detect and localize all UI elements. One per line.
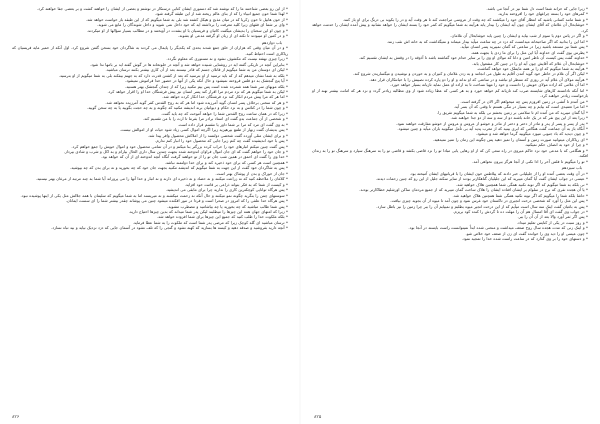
verse-paragraph: * در جواب وی گفت ای آقا امسال هم آن را مهلت ده تا گردش را کنده کود بریزم. [453,208,588,214]
verse-paragraph: * اما آن غلامی که اراده مولای خویش را دانست و خود را مهیا نساخت تا به اراده او عمل نماید تازیانه بسیار خواهد خورد. [390,82,588,88]
verse-paragraph: * چون عیسی او را دید وی را خوانده گفت ای زن از ضعف خود خلاص شو. [465,230,588,236]
verse-paragraph: * زیرا که در همان ساعت روح القدس شما را خواهد آموخت که چه باید گفت. [161,110,288,116]
verse-paragraph: * زیرا بعد از این پنج نفر که در یک خانه باشند دو از سه و سه از دو جدا خواهند شد. [450,115,588,121]
verse-paragraph: * و دستهای خود را بر وی گذارد که در ساعت راست شده خدا را تمجید نمود. [461,236,588,242]
verse-paragraph: * بلکه ملکوت خدا را طلب کنید که جمیع این چیزها برای شما افزوده خواهد شد. [156,214,288,220]
verse-paragraph: * ای ریاکاران میتوانید صورت زمین و آسمان را تمیز دهید پس چگونه این زمان را تمیز نمیدهید. [433,136,588,142]
verse-paragraph: * و در آن میان وقتی که هزاران از خلق جمع شدند بحدی که یکدیگر را پایمال می کردند به شاگردان خود بسخن گفتن شروع کرد. اول آنکه از خمیر مایه فریسیان که ریاکاری است احتیاط کنید. [12,45,288,56]
verse-paragraph: * آیا گمان میبرید که من آمده ام تا سلامتی بر زمین بخشم نی بلکه به شما میگویم تفریق را. [436,109,588,115]
right-page [300,0,600,424]
verse-paragraph: * هرآینه مولای آن غلام آید در روزی که منتظر او نباشد و در ساعتی که او نداند و او را دو پاره کرده نصیبش را با خیانتکاران قرار دهد. [369,76,588,82]
verse-paragraph: * در آن وقت بعضی آمده او را از جلیلیانی خبر دادند که پیلاطس خون ایشان را با قربانیهای ایشان آمیخته بود. [409,170,588,176]
verse-paragraph: * و هر که سخنی برخلاف پسر انسان گوید آمرزیده شود اما هر که به روح القدس کفر گوید آمرزیده نخواهد شد. [105,99,288,105]
verse-paragraph: * و اگر در پاس دوم یا سوم از شب بیاید و ایشان را چنین یابد خوشابحال آن غلامان. [450,33,588,39]
verse-paragraph: * پس هرگاه توانایی کوچکترین کاری را ندارید چرا برای مابقی می اندیشید. [165,187,288,193]
verse-paragraph: * همچنین است هر کسی که برای خود ذخیره کند و برای خدا دولتمند نباشد. [164,159,288,165]
verse-paragraph: * لیکن ای دوستان من به شما میگویم از قاتلان جسم که قادر نیستند بعد از آن کاری بیشتر بکنند ترسان مباشید. [105,67,288,73]
verse-paragraph: * پس این مثل را آورد که شخصی درخت انجیری در تاکستان خود غرس نمود و چون آمد تا میوه از آن بجوید چیزی نیافت. [390,198,588,204]
verse-paragraph: * و کیست از شما که به فکر بتواند ذراعی بر قامت خود افزاید. [184,181,288,187]
verse-paragraph: * کمرهای خود را بسته چراغهای خود را افروخته بدارید. [497,11,588,17]
verse-paragraph: * و اینک زنی که مدت هجده سال روح ضعف میداشت و منحنی شده ابداً نمیتوانست راست بایستد در آنجا بود. [408,225,588,231]
verse-paragraph: * آنچه دارید بفروشید و صدقه دهید و کیسه ها بسازید که کهنه نشود و گنجی را که تلف نشود در آسمان جایی که دزد نزدیک نیاید و بید تباه نسازد. [51,225,288,231]
verse-paragraph: * و جان خود را خواهم گفت که ای جان اموال فراوان اندوخته شده بجهت چندین سال داری الحال بیارام و به اکل و شرب و شادی بپرداز. [63,148,288,154]
verse-paragraph: * پس هرگاه خدا علفی را که امروز در صحرا است و فردا در تنور افکنده میشود چنین می پوشاند چقدر بیشتر شما را ای سست ایمانان. [65,198,288,204]
verse-paragraph: * و برای ایشان مثلی آورده گفت شخصی دولتمند را از املاکش محصول وافر پیدا شد. [147,132,288,138]
verse-paragraph: * ترسان مباشید ای گله کوچک زیرا که مرضی پدر شما است که ملکوت را به شما عطا فرماید. [132,219,288,225]
verse-paragraph: * وای بر شما ای فقهای زیرا کلید معرفت را برداشته اید که خود داخل نمی شوید و داخل شوندگان را مانع می شوید. [97,22,288,28]
verse-paragraph: * و روز سبت در یکی از کنایس تعلیم میداد. [516,219,588,225]
verse-paragraph: * من آمدم تا آتشی در زمین افروزم پس چه میخواهم اگر الان در گرفته است. [460,98,588,104]
right-page-text-column [312,6,588,242]
verse-paragraph: * بنابراین آنچه در تاریکی گفته اید در روشنایی شنیده خواهد شد و آنچه در خلوتخانه ها در گوش گفته اید بر بامها ندا شود. [89,61,288,67]
verse-paragraph: * پس شما نیز مستعد باشید زیرا در ساعتی که گمان نمیبرید پسر انسان میآید. [460,44,588,50]
verse-paragraph: * پس اگر ثمر آورد والا بعد از آن آن را ببر. [517,214,588,220]
verse-paragraph: * خوشابحال آن غلامان که آقای ایشان چون آید ایشان را بیدار یابد هرآینه به شما میگویم که کمر خود را بسته ایشان را خواهد نشانید و پیش آمده ایشان را خدمت خواهد کرد. [312,22,588,33]
verse-paragraph: * اما آنکه نادانسته کارهای شایسته ضرب کند تازیانه کم خواهد خورد و به هر کسی که عطا زیاده شود از وی مطالبه زیادتر گردد و نزد هر که امانت بیشتر نهند از او بازخواست زیادتر خواهند کرد. [312,87,588,99]
verse-paragraph: * حاشا بلکه شما را میگویم که اگر توبه نکنید همگی شما همچنین هلاک خواهید شد. [452,192,588,198]
verse-paragraph: * اما این را بدانید که اگر صاحبخانه میدانست که دزد در چه ساعت میآید بیدار میماند و نمیگذاشت که به خانه اش نقب زنند. [386,38,588,44]
verse-paragraph: * پطرس بوی گفت ای خداوند آیا این مثل را برای ما زدی یا بجهت همه. [470,49,588,55]
verse-paragraph: * پس بدیشان گفت زنهار از طمع بپرهیزید زیرا اگرچه اموال کسی زیاد شود حیات او از اموالش نیست. [119,127,288,133]
verse-paragraph: * تو را میگویم تا فلس آخر را ادا نکنی از آنجا هرگز بیرون نخواهی آمد. [472,158,588,164]
verse-paragraph: * و در کمین او میبودند تا نکته ای از زبان او گرفته مدعی او بشوند. [178,33,288,39]
left-page-text-column [12,6,288,231]
verse-paragraph: * آنگاه باز به آن جماعت گفت هنگامی که ابری بینید که از مغرب پدید آید بی تأمل میگویید باران میآید و چنین میشود. [397,125,588,131]
verse-paragraph: * و چون دیدید که باد جنوبی میوزد میگویید گرما خواهد شد و میشود. [476,131,588,137]
verse-paragraph: * اما مرا تعمیدی است که بیابم و چه بسیار در تنگی هستم تا وقتی که آن بسر آید. [453,104,588,110]
verse-paragraph: * خوشابحال آن غلام که آقایش چون آید او را در چنین کار مشغول یابد. [472,60,588,66]
verse-paragraph: * کلاغان را ملاحظه کنید که نه زراعت میکنند و نه حصاد و نه ذخیره ای دارند و نه انبار و خدا آنها را می پروراند آیا شما به چند مرتبه از مرغان بهتر نیستید. [35,176,288,182]
verse-paragraph: * خدا وی را گفت ای احمق در همین شب جان تو را از تو خواهند گرفت آنگاه آنچه اندوخته ای از آن که خواهد بود. [101,154,288,160]
verse-paragraph: * یا آن هجده نفری که برج در سلوام بر ایشان افتاده ایشان را هلاک ساخت گمان میبرید که از جمیع مردمان ساکن اورشلیم خطاکارتر بودند. [359,187,588,193]
verse-paragraph: * پدر از پسر و پسر از پدر و مادر از دختر و دختر از مادر و خوشو از عروس و عروس از خوشو مفارقت خواهند نمود. [396,120,588,126]
chapter-heading: باب سیزدهم [561,165,582,171]
verse-paragraph: * و شخصی از آن جماعت بدو گفت ای استاد برادر مرا بفرما تا ارث را با من تقسیم کند. [142,116,288,122]
verse-paragraph: * آیا پنج گنجشک به دو فلس فروخته نمیشود و حال آنکه یکی از آنها در حضور خدا فراموش نمیشود. [125,78,288,84]
verse-paragraph: * زیرا جایی که خزانه شما است دل شما نیز در آنجا می باشد. [486,6,588,11]
verse-paragraph: * از خون هابیل تا خون زکریا که در میان مذبح و هیکل کشته شد بلی به شما میگویم که از این طبقه باز خواست خواهد شد. [85,16,288,22]
verse-paragraph: * عیسی در جواب ایشان گفت آیا گمان میبرید که این جلیلیان گناهکارتر بودند از سایر سکنه جلیل از این رو که چنین زحمات دیدند. [375,176,588,182]
right-page-number: ۸۲۵ [314,415,322,420]
verse-paragraph: * لیکن به شما میگویم هر که نزد مردم مرا اقرار کند پسر انسان نیز پیش فرشتگان خدا او را اقرار خواهد کرد. [107,88,288,94]
verse-paragraph: * و شما مانند کسانی باشید که انتظار آقای خود را میکشند که چه وقت از عروسی مراجعت کند تا هر وقت آید و در را بکوبد بی درنگ برای او باز کنند. [342,16,588,22]
verse-paragraph: * لهذا شما خون جمیع انبیاء را که از بنای عالم ریخته شد از این طبقه گرفته شود. [154,11,288,17]
verse-paragraph: * جان از خوراک و بدن از پوشاک بهتر است. [215,170,288,176]
verse-paragraph: * پس به شاگردان خود گفت از این جهت به شما میگویم که اندیشه مکنید بجهت جان خود که چه بخورید و نه برای بدن که چه بپوشید. [70,165,288,171]
verse-paragraph: * لیکن اگر آن غلام در خاطر خود گوید آمدن آقایم به طول می انجامد و به زدن غلامان و کنیزان و به خوردن و نوشیدن و میگساریدن شروع کند. [353,71,588,77]
verse-paragraph: * پس با خود اندیشیده گفت چه کنم زیرا جایی که محصول خود را انبار کنم ندارم. [155,138,288,144]
verse-paragraph: * و چرا از خود به انصاف حکم نمیکنید. [524,142,588,148]
left-page-number: ۸۲۶ [12,415,20,420]
verse-paragraph: * هرآینه به شما میگویم که او را بر همه مایملک خود خواهد گماشت. [476,65,588,71]
verse-paragraph: * و چون او این سخنان را بدیشان میگفت کاتبان و فریسیان با او بشدت در آویختند و در مطالب بسیار سؤالها از او میکردند. [86,27,288,33]
verse-paragraph: * پس گفت چنین میکنم انبارهای خود را خراب کرده بزرگتر بنا میکنم و در آن تمامی محصول خود و اموال خویش را جمع خواهم کرد. [71,143,288,149]
verse-paragraph: * نی بلکه به شما میگویم که اگر توبه نکنید همگی شما همچنین هلاک خواهید شد. [456,181,588,187]
verse-paragraph: * از این رو بعضی شناختند ما را که نوشته شد که دستوری ایشان کتابی درستکار در نوشتم و بعضی از ایشان را خواهند کشت و بر بعضی جفا خواهند کرد. [36,6,288,11]
verse-paragraph: * زیرا چیزی نهفته نیست که مکشوف نشود و نه مستوری که معلوم نگردد. [166,56,288,62]
verse-paragraph: * سوسنهای چمن را بنگرید چگونه نمو میکنند و حال آنکه نه زحمت میکشند و نه میریسند اما به شما میگویم که سلیمان با همه جلالش مثل یکی از اینها پوشیده نبود. [20,192,288,198]
verse-paragraph: * به وی گفت ای مرد که مرا بر شما داور یا مقسم قرار داده است. [177,121,288,127]
verse-paragraph: * بلکه به شما نشان میدهم که از که باید ترسید از او بترسید که بعد از کشتن قدرت دارد که به جهنم بیفکند بلی به شما میگویم از او بترسید. [58,72,288,78]
verse-paragraph: * اما هر که مرا پیش مردم انکار کند نزد فرشتگان خدا انکار کرده خواهد شد. [162,94,288,100]
chapter-heading: باب دوازدهم [261,39,282,45]
verse-paragraph: * زیرا که امتهای جهان همه این چیزها را میطلبند لیکن پدر شما میداند که بدین چیزها احتیاج دارید. [128,208,288,214]
verse-paragraph: * و هنگامی که با مدعی خود نزد حاکم میروی در راه سعی کن که از او رهایی یابی مبادا تو را نزد قاضی بکشد و قاضی تو را به سرهنگ سپارد و سرهنگ تو را به زندان افکند. [312,147,588,159]
verse-paragraph: * پس شما طالب مباشید که چه بخورید یا چه بیاشامید و مضطرب مشوید. [167,203,288,209]
verse-paragraph: * پس به باغبان گفت اینک سه سال است میآیم که از این درخت انجیر میوه بطلبم و نمییابم آن را ببر چرا زمین را نیز باطل سازد. [376,203,588,209]
verse-paragraph: * بلکه مویهای سر شما همه شمرده شده است پس بیم مکنید زیرا که از چندان گنجشک بهتر هستید. [124,83,288,89]
verse-paragraph: * و چون شما را در کنائس و به نزد حکام و دیوانیان برند اندیشه مکنید که چگونه و به چه حجت بگویید یا به چه سخن گویید. [86,105,288,111]
verse-paragraph: * خداوند گفت پس کیست آن ناظر امین و دانا که مولای او وی را بر سایر خدام خود گماشته باشد تا آذوقه را در وقتش به ایشان تقسیم کند. [358,55,588,61]
